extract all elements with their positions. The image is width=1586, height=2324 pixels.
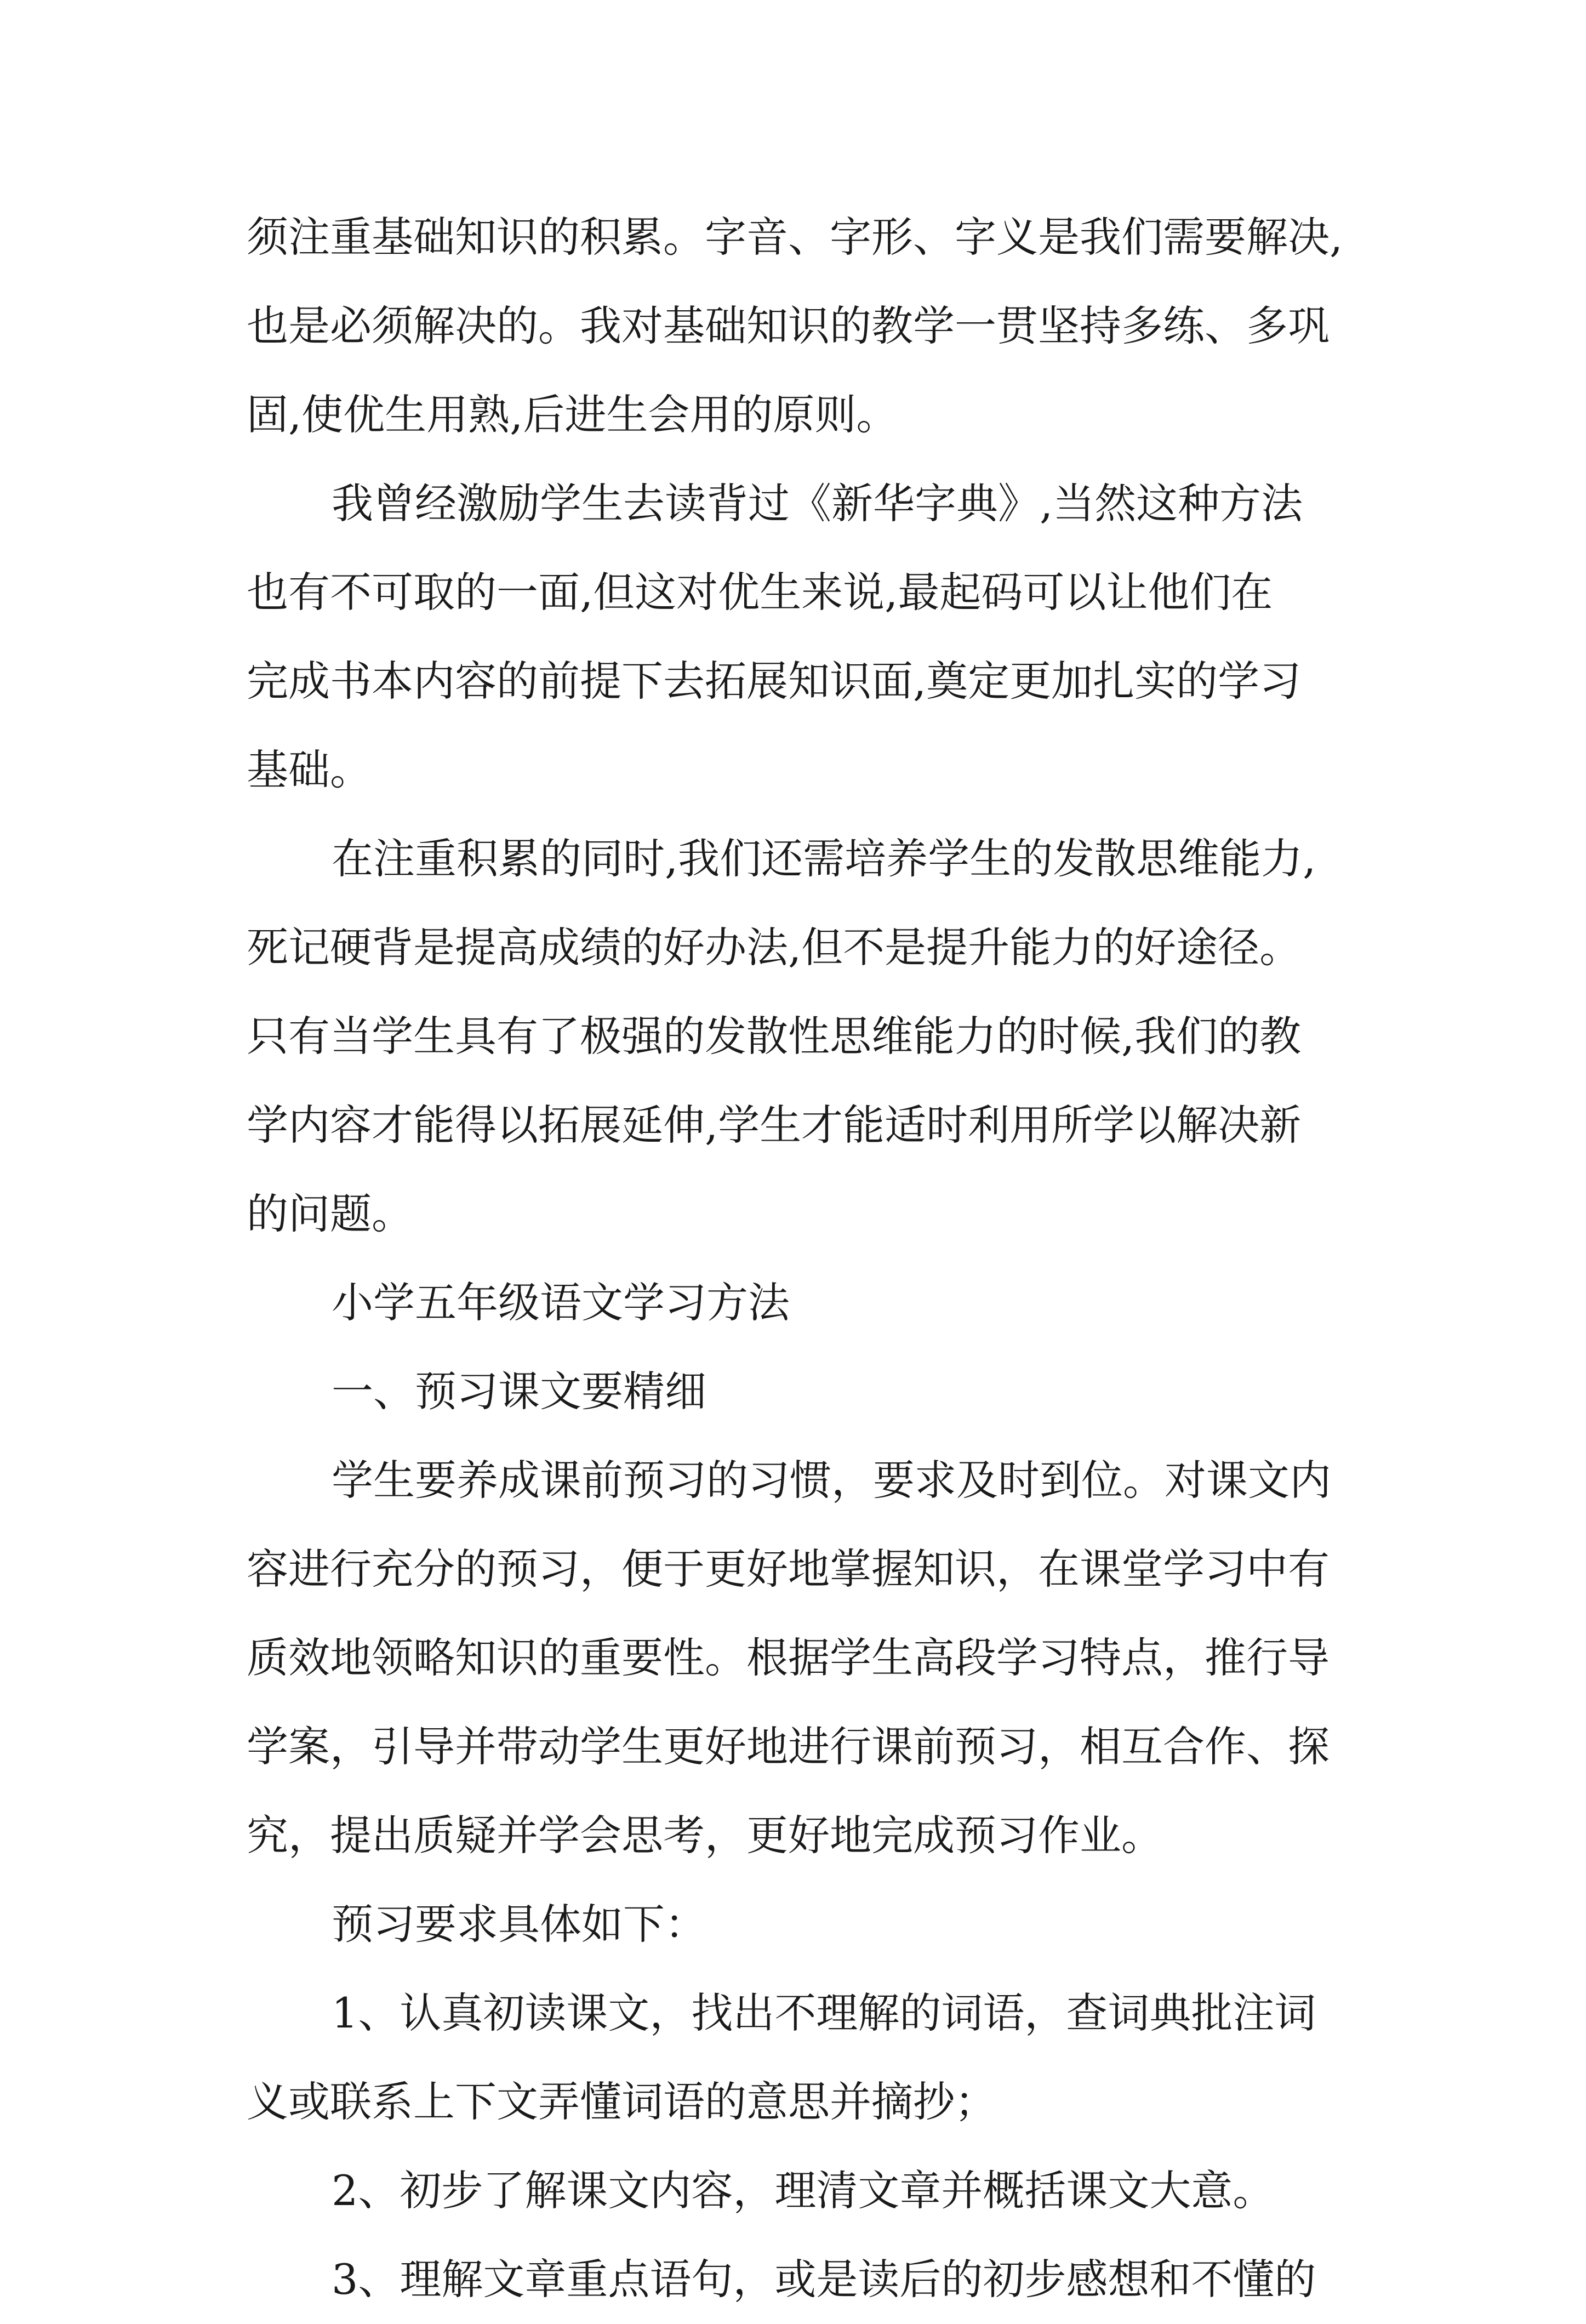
text-line: 质效地领略知识的重要性。根据学生高段学习特点，推行导 — [247, 1633, 1330, 1682]
list-item: 3、理解文章重点语句，或是读后的初步感想和不懂的 — [332, 2255, 1316, 2304]
text-line: 完成书本内容的前提下去拓展知识面,奠定更加扎实的学习 — [247, 657, 1302, 705]
text-line: 学生要养成课前预习的习惯，要求及时到位。对课文内 — [332, 1456, 1331, 1505]
text-line: 我曾经激励学生去读背过《新华字典》,当然这种方法 — [332, 479, 1303, 528]
list-item: 1、认真初读课文，找出不理解的词语，查词典批注词 — [332, 1989, 1316, 2037]
subsection-heading: 一、预习课文要精细 — [332, 1367, 706, 1416]
text-line: 在注重积累的同时,我们还需培养学生的发散思维能力, — [332, 834, 1316, 883]
text-line: 学案，引导并带动学生更好地进行课前预习，相互合作、探 — [247, 1722, 1330, 1771]
body-text — [247, 193, 1343, 2324]
text-line: 死记硬背是提高成绩的好办法,但不是提升能力的好途径。 — [247, 923, 1302, 972]
text-line: 固,使优生用熟,后进生会用的原则。 — [247, 390, 898, 439]
text-line: 预习要求具体如下： — [332, 1900, 706, 1949]
text-line: 只有当学生具有了极强的发散性思维能力的时候,我们的教 — [247, 1012, 1302, 1061]
text-line: 基础。 — [247, 745, 372, 794]
text-line: 究，提出质疑并学会思考，更好地完成预习作业。 — [247, 1811, 1163, 1860]
text-line: 容进行充分的预习，便于更好地掌握知识，在课堂学习中有 — [247, 1545, 1330, 1593]
text-line: 学内容才能得以拓展延伸,学生才能适时利用所学以解决新 — [247, 1101, 1302, 1149]
section-heading: 小学五年级语文学习方法 — [332, 1278, 790, 1327]
list-item: 2、初步了解课文内容，理清文章并概括课文大意。 — [332, 2166, 1275, 2215]
text-line: 义或联系上下文弄懂词语的意思并摘抄； — [247, 2077, 996, 2126]
text-line: 也是必须解决的。我对基础知识的教学一贯坚持多练、多巩 — [247, 301, 1330, 350]
text-line: 的问题。 — [247, 1189, 413, 1238]
text-line: 须注重基础知识的积累。字音、字形、字义是我们需要解决, — [247, 213, 1343, 261]
text-line: 也有不可取的一面,但这对优生来说,最起码可以让他们在 — [247, 568, 1273, 617]
